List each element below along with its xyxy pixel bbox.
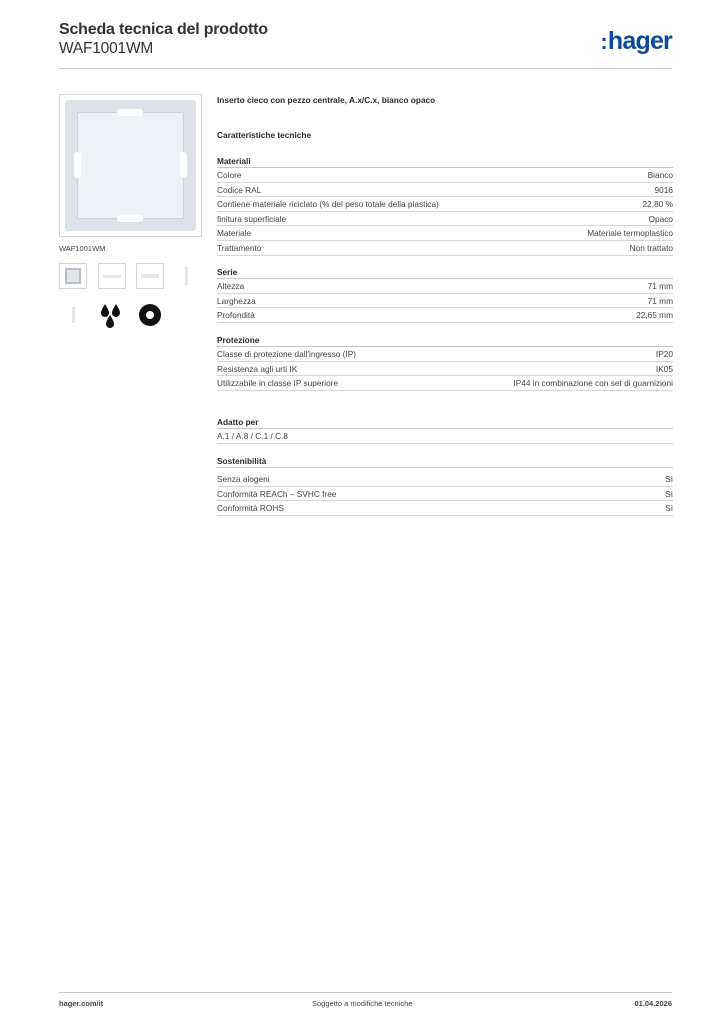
section-title: Adatto per [217, 416, 673, 429]
spec-row: Classe di protezione dall'ingresso (IP) IP20 [217, 347, 673, 362]
section-materiali [217, 155, 673, 256]
section-serie [217, 266, 673, 323]
side-view-icon[interactable] [136, 263, 164, 289]
brand-logo: :hager [600, 27, 672, 55]
slot-left [74, 152, 81, 178]
ring-icon[interactable] [136, 302, 164, 328]
tech-heading: Caratteristiche tecniche [217, 130, 312, 140]
spec-row: Altezza 71 mm [217, 279, 673, 294]
page-title: Scheda tecnica del prodotto [59, 21, 268, 38]
edge-view-icon[interactable] [172, 263, 200, 289]
section-title: Protezione [217, 334, 673, 347]
brand-logo-text: hager [607, 27, 672, 55]
front-view-icon[interactable] [59, 263, 87, 289]
spec-row: finitura superficiale Opaco [217, 212, 673, 227]
product-description: Inserto cieco con pezzo centrale, A.x/C.x, bianco opaco [217, 95, 436, 105]
section-adatto-per [217, 416, 673, 444]
footer-note: Soggetto a modifiche tecniche [312, 999, 413, 1008]
section-title: Serie [217, 266, 673, 279]
plate-shape [77, 112, 184, 219]
spec-row: Codice RAL 9016 [217, 183, 673, 198]
product-code: WAF1001WM [59, 40, 154, 57]
section-sostenibilita [217, 455, 673, 516]
frame-shape [65, 100, 196, 231]
edge-view-icon[interactable] [59, 302, 87, 328]
image-caption: WAF1001WM [59, 244, 106, 253]
slot-right [180, 152, 187, 178]
spec-row: Resistenza agli urti IK IK05 [217, 362, 673, 377]
slot-top [117, 109, 143, 116]
website-link[interactable]: hager.com/it [59, 999, 104, 1008]
section-protezione [217, 334, 673, 391]
spec-row: Profondità 22,65 mm [217, 308, 673, 323]
spec-row: Larghezza 71 mm [217, 294, 673, 309]
spec-row: Conformità ROHS Sì [217, 501, 673, 516]
slot-bottom [117, 215, 143, 222]
header-divider [59, 68, 672, 69]
spec-row: Materiale Materiale termoplastico [217, 226, 673, 241]
spec-row: Conformità REACh – SVHC free Sì [217, 487, 673, 502]
product-image [59, 94, 202, 237]
spec-row: Colore Bianco [217, 168, 673, 183]
footer-date: 01.04.2026 [634, 999, 672, 1008]
section-title: Sostenibilità [217, 455, 673, 468]
drops-icon[interactable] [98, 302, 126, 328]
side-view-icon[interactable] [98, 263, 126, 289]
document-header [59, 21, 268, 58]
spec-row: Senza alogeni Sì [217, 472, 673, 487]
spec-row: Contiene materiale riciclato (% del peso totale della plastica) 22,80 % [217, 197, 673, 212]
document-footer [59, 992, 672, 1008]
spec-row: Utilizzabile in classe IP superiore IP44 in combinazione con set di guarnizioni [217, 376, 673, 391]
section-title: Materiali [217, 155, 673, 168]
spec-row: A.1 / A.8 / C.1 / C.8 [217, 429, 673, 444]
spec-row: Trattamento Non trattato [217, 241, 673, 256]
